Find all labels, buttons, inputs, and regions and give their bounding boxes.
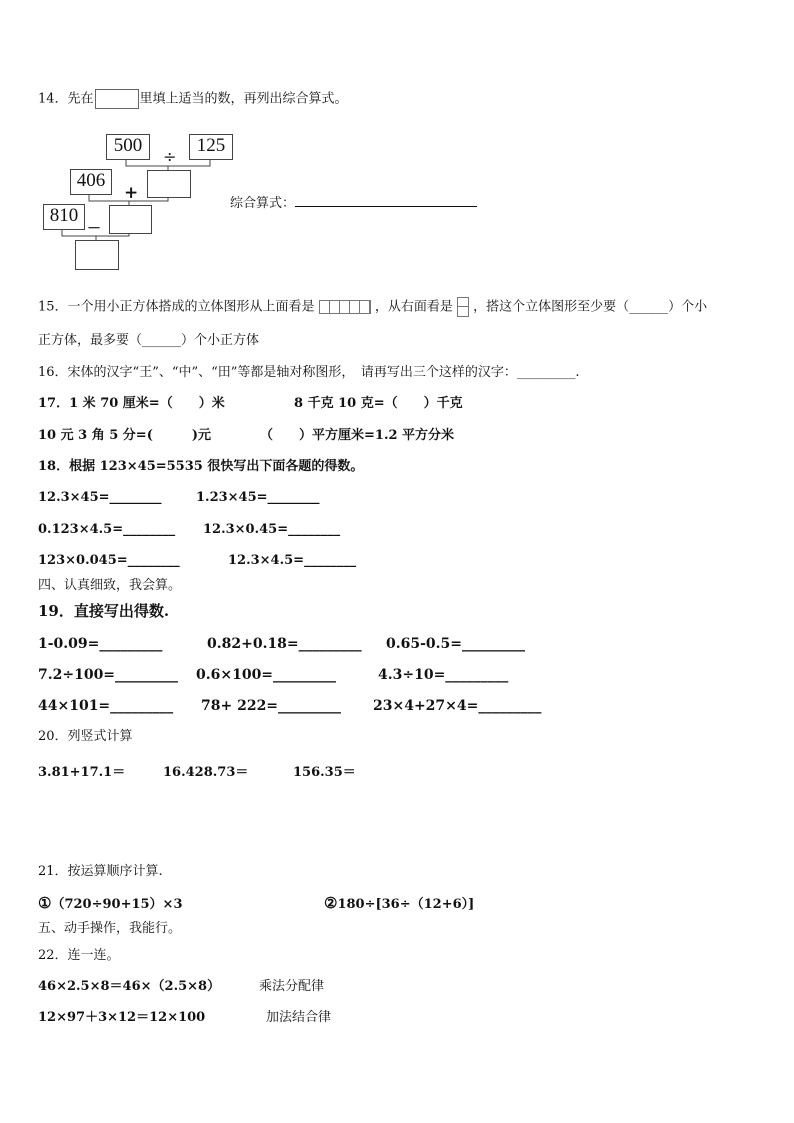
- q14-divide-sign: ÷: [163, 147, 177, 166]
- q22-row2-left[interactable]: 12×97＋3×12＝12×100: [38, 1010, 206, 1025]
- q14-formula-blank[interactable]: [295, 194, 477, 207]
- q14-answer-box-2[interactable]: [109, 205, 152, 234]
- top-view-figure: [319, 300, 371, 314]
- q15-line2: 正方体，最多要（______）个小正方体: [38, 333, 260, 348]
- q18-item: 12.3×4.5=________: [228, 553, 357, 568]
- q19-item: 7.2÷100=_________: [38, 667, 179, 683]
- q19-item: 44×101=_________: [38, 698, 174, 714]
- q20-item: 16.428.73＝: [163, 765, 249, 780]
- q15-text-c: ，搭这个立体图形至少要（______）个小: [473, 299, 708, 315]
- q20-item: 156.35＝: [293, 765, 356, 780]
- q21-b-expression: 180÷[36÷（12+6）]: [337, 897, 475, 912]
- q17-d: （ ）平方厘米=1.2 平方分米: [260, 428, 455, 443]
- q19-item: 0.6×100=_________: [196, 667, 337, 683]
- q18-title: 18．根据 123×45=5535 很快写出下面各题的得数。: [38, 459, 364, 474]
- q22-row1-left[interactable]: 46×2.5×8＝46×（2.5×8）: [38, 979, 221, 994]
- q21-a-expression: （720÷90+15）×3: [51, 897, 183, 912]
- q14-box-406: 406: [70, 169, 112, 195]
- q18-item: 123×0.045=________: [38, 553, 180, 568]
- q14-minus-sign: －: [87, 221, 101, 237]
- q19-item: 4.3÷10=_________: [378, 667, 509, 683]
- q21-a-number: ①: [38, 894, 52, 912]
- q19-title: 19．直接写出得数.: [38, 602, 170, 620]
- q19-item: 0.82+0.18=_________: [207, 636, 362, 652]
- q16-text: 16．宋体的汉字“王”、“中”、“田”等都是轴对称图形， 请再写出三个这样的汉字：_________.: [38, 365, 580, 380]
- q18-item: 1.23×45=________: [196, 490, 320, 505]
- q21-b-number: ②: [324, 894, 338, 912]
- q14-formula-label: 综合算式：: [230, 196, 296, 211]
- q15-line1: [38, 297, 707, 317]
- q19-item: 0.65-0.5=_________: [386, 636, 525, 652]
- q22-title: 22．连一连。: [38, 948, 120, 963]
- q14-box-810: 810: [43, 204, 85, 230]
- q14-formula: [230, 194, 477, 212]
- q19-item: 23×4+27×4=_________: [373, 698, 542, 714]
- q19-item: 78+ 222=_________: [201, 698, 342, 714]
- section-4-heading: 四、认真细致，我会算。: [38, 578, 182, 593]
- q22-row1-right[interactable]: 乘法分配律: [259, 979, 325, 994]
- q14-answer-box-1[interactable]: [147, 170, 191, 198]
- q15-text-b: ，从右面看是: [374, 299, 453, 315]
- section-5-heading: 五、动手操作，我能行。: [38, 921, 182, 936]
- q14-plus-sign: +: [124, 183, 139, 203]
- q17-b: 8 千克 10 克=（ ）千克: [294, 396, 463, 411]
- q20-title: 20．列竖式计算: [38, 729, 133, 744]
- right-view-figure: [457, 297, 469, 317]
- q14-answer-box-3[interactable]: [75, 240, 119, 270]
- q14-box-500: 500: [106, 134, 150, 160]
- q21-part-a: [38, 895, 183, 913]
- q14-suffix: 里填上适当的数，再列出综合算式。: [139, 91, 348, 107]
- q20-item: 3.81+17.1＝: [38, 765, 126, 780]
- q17-a: 17．1 米 70 厘米=（ ）米: [38, 396, 225, 411]
- q18-item: 12.3×45=________: [38, 490, 162, 505]
- q21-part-b: [324, 895, 474, 913]
- q18-item: 0.123×4.5=________: [38, 522, 176, 537]
- q19-item: 1-0.09=_________: [38, 636, 163, 652]
- q14-box-125: 125: [189, 134, 233, 160]
- q18-item: 12.3×0.45=________: [203, 522, 341, 537]
- q21-title: 21．按运算顺序计算.: [38, 864, 163, 879]
- q17-c: 10 元 3 角 5 分=( )元: [38, 428, 212, 443]
- q15-text-a: 15．一个用小正方体搭成的立体图形从上面看是: [38, 299, 315, 315]
- q14-prefix: 14．先在: [38, 91, 94, 107]
- q22-row2-right[interactable]: 加法结合律: [266, 1010, 332, 1025]
